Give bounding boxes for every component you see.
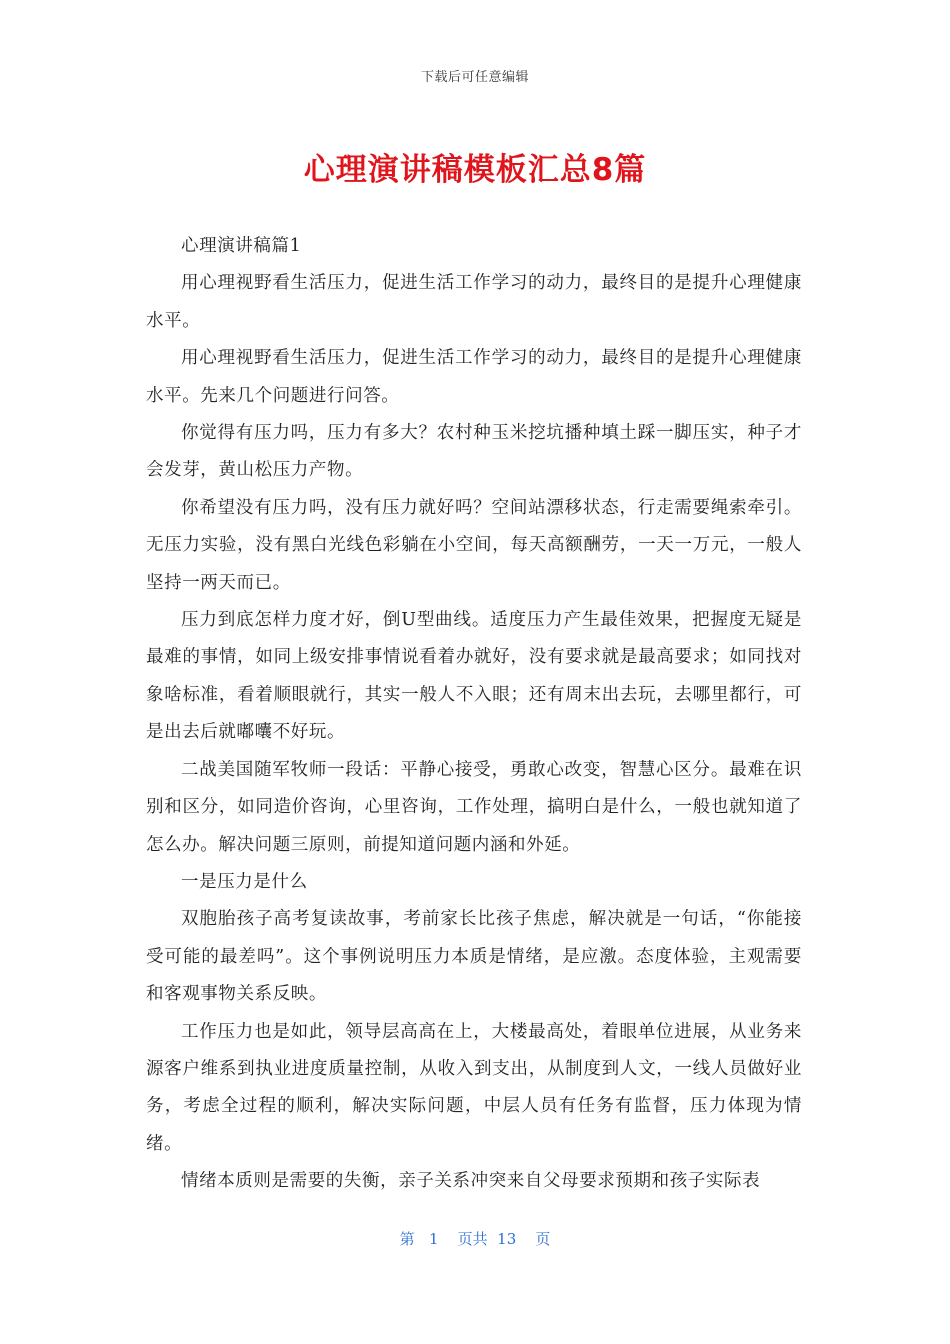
paragraph: 二战美国随军牧师一段话：平静心接受，勇敢心改变，智慧心区分。最难在识别和区分，如同造价咨询，心里咨询，工作处理，搞明白是什么，一般也就知道了怎么办。解决问题三原则，前提知道问题内涵和外延。 <box>146 759 802 855</box>
paragraph: 用心理视野看生活压力，促进生活工作学习的动力，最终目的是提升心理健康水平。先来几个问题进行问答。 <box>146 348 802 406</box>
paragraph: 你希望没有压力吗，没有压力就好吗？空间站漂移状态，行走需要绳索牵引。无压力实验，没有黑白光线色彩躺在小空间，每天高额酬劳，一天一万元，一般人坚持一两天而已。 <box>146 497 802 593</box>
footer-total-pages: 13 <box>497 1230 517 1248</box>
document-title: 心理演讲稿模板汇总8篇 <box>303 152 647 188</box>
footer-prefix: 第 <box>399 1230 415 1248</box>
page-footer <box>0 1228 950 1249</box>
paragraph: 压力到底怎样力度才好，倒U型曲线。适度压力产生最佳效果，把握度无疑是最难的事情，如同上级安排事情说看着办就好，没有要求就是最高要求；如同找对象啥标准，看着顺眼就行，其实一般人不入眼；还有周末出去玩，去哪里都行，可是出去后就嘟囔不好玩。 <box>146 610 802 743</box>
document-body <box>146 228 802 1201</box>
footer-mid: 页共 <box>457 1230 488 1248</box>
paragraph-subheading: 一是压力是什么 <box>181 871 308 892</box>
paragraph: 用心理视野看生活压力，促进生活工作学习的动力，最终目的是提升心理健康水平。 <box>146 273 802 331</box>
header-note: 下载后可任意编辑 <box>420 70 529 85</box>
paragraph: 双胞胎孩子高考复读故事，考前家长比孩子焦虑，解决就是一句话，“你能接受可能的最差吗”。这个事例说明压力本质是情绪，是应激。态度体验，主观需要和客观事物关系反映。 <box>146 909 802 1005</box>
paragraph: 你觉得有压力吗，压力有多大？农村种玉米挖坑播种填土踩一脚压实，种子才会发芽，黄山松压力产物。 <box>146 423 802 481</box>
paragraph-section-heading: 心理演讲稿篇1 <box>181 236 302 256</box>
paragraph: 情绪本质则是需要的失衡，亲子关系冲突来自父母要求预期和孩子实际表 <box>181 1171 761 1192</box>
footer-current-page: 1 <box>428 1230 439 1248</box>
paragraph: 工作压力也是如此，领导层高高在上，大楼最高处，着眼单位进展，从业务来源客户维系到执业进度质量控制，从收入到支出，从制度到人文，一线人员做好业务，考虑全过程的顺利，解决实际问题，中层人员有任务有监督，压力体现为情绪。 <box>146 1021 802 1154</box>
footer-suffix: 页 <box>535 1230 551 1248</box>
